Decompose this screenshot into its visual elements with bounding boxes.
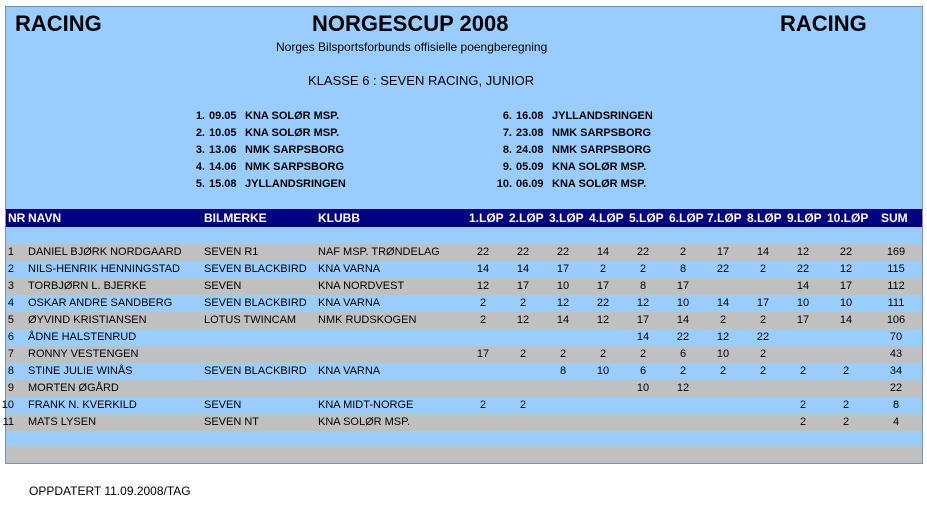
calendar-entry-number: 1. [195, 110, 205, 122]
cell-race-7: 14 [716, 297, 730, 309]
calendar-entry-place: JYLLANDSRINGEN [552, 110, 653, 122]
cell-bilmerke: SEVEN [204, 280, 242, 292]
calendar-entry-place: KNA SOLØR MSP. [245, 110, 340, 122]
cell-race-1: 22 [476, 246, 490, 258]
cell-sum: 115 [887, 263, 905, 275]
cell-race-5: 17 [636, 314, 650, 326]
calendar-entry-place: KNA SOLØR MSP. [552, 161, 647, 173]
racing-label-right: RACING [780, 11, 867, 36]
cell-sum: 106 [886, 314, 906, 326]
cell-navn: RONNY VESTENGEN [28, 348, 139, 360]
cell-race-3: 12 [556, 297, 570, 309]
cell-navn: ÅDNE HALSTENRUD [28, 331, 137, 343]
cell-race-4: 14 [596, 246, 610, 258]
calendar-entry-number: 4. [195, 161, 205, 173]
cell-race-3: 17 [556, 263, 570, 275]
cell-race-9: 2 [799, 399, 807, 411]
cell-navn: TORBJØRN L. BJERKE [28, 280, 147, 292]
standings-sheet [1, 6, 923, 464]
calendar-entry-number: 8. [502, 144, 512, 156]
cell-navn: NILS-HENRIK HENNINGSTAD [28, 263, 180, 275]
calendar-entry-place: NMK SARPSBORG [552, 144, 652, 156]
calendar-entry [496, 108, 653, 125]
cell-sum: 70 [889, 331, 903, 343]
cell-race-9: 2 [799, 365, 807, 377]
calendar-entry-number: 9. [502, 161, 512, 173]
calendar-entry-number: 3. [195, 144, 205, 156]
cell-race-4: 22 [596, 297, 610, 309]
cell-nr: 2 [7, 263, 14, 275]
cell-bilmerke: SEVEN [204, 399, 242, 411]
calendar-entry [496, 159, 653, 176]
cell-race-7: 22 [716, 263, 730, 275]
cell-nr: 6 [7, 331, 14, 343]
cell-race-5: 10 [636, 382, 650, 394]
cell-nr: 10 [1, 399, 14, 411]
cell-race-2: 12 [516, 314, 530, 326]
race-calendar-left [189, 108, 346, 193]
cell-race-7: 10 [716, 348, 730, 360]
cell-race-2: 22 [516, 246, 530, 258]
cell-race-5: 12 [636, 297, 650, 309]
table-bottom-bar [6, 446, 922, 463]
calendar-entry-date: 16.08 [516, 110, 544, 122]
cell-race-4: 17 [596, 280, 610, 292]
col-sum: SUM [881, 211, 908, 225]
calendar-entry [189, 108, 346, 125]
calendar-entry-number: 10. [496, 178, 512, 190]
cell-race-8: 2 [759, 314, 767, 326]
cell-race-8: 17 [756, 297, 770, 309]
calendar-entry [496, 176, 653, 193]
cell-race-5: 2 [639, 263, 647, 275]
cell-race-6: 2 [679, 365, 687, 377]
cell-klubb: NAF MSP. TRØNDELAG [318, 246, 440, 258]
calendar-entry-number: 2. [195, 127, 205, 139]
cell-race-1: 14 [476, 263, 490, 275]
col-race-10: 10.LØP [827, 211, 869, 225]
table-row [6, 346, 922, 363]
cell-bilmerke: SEVEN R1 [204, 246, 259, 258]
page-subtitle: Norges Bilsportsforbunds offisielle poengberegning [276, 40, 548, 54]
col-klubb: KLUBB [318, 211, 360, 225]
cell-race-2: 2 [519, 348, 527, 360]
cell-klubb: KNA NORDVEST [318, 280, 405, 292]
cell-bilmerke: LOTUS TWINCAM [204, 314, 297, 326]
col-race-9: 9.LØP [787, 211, 822, 225]
cell-race-4: 10 [596, 365, 610, 377]
calendar-entry-place: JYLLANDSRINGEN [245, 178, 346, 190]
cell-nr: 5 [7, 314, 14, 326]
cell-race-8: 2 [759, 348, 767, 360]
racing-label-left: RACING [15, 11, 102, 36]
cell-sum: 34 [889, 365, 903, 377]
standings-table [1, 244, 922, 431]
calendar-entry-date: 06.09 [516, 178, 544, 190]
cell-race-3: 22 [556, 246, 570, 258]
col-race-1: 1.LØP [469, 211, 504, 225]
calendar-entry-place: NMK SARPSBORG [245, 144, 345, 156]
calendar-entry-date: 05.09 [516, 161, 544, 173]
col-race-8: 8.LØP [747, 211, 782, 225]
cell-race-9: 14 [796, 280, 810, 292]
cell-race-6: 8 [679, 263, 687, 275]
col-race-7: 7.LØP [707, 211, 742, 225]
table-row [6, 363, 922, 380]
cell-race-8: 22 [756, 331, 770, 343]
cell-race-9: 2 [799, 416, 807, 428]
cell-race-7: 2 [719, 365, 727, 377]
calendar-entry-date: 24.08 [516, 144, 544, 156]
cell-race-7: 2 [719, 314, 727, 326]
calendar-entry-date: 10.05 [209, 127, 237, 139]
cell-bilmerke: SEVEN BLACKBIRD [204, 263, 307, 275]
calendar-entry-date: 15.08 [209, 178, 237, 190]
cell-sum: 22 [889, 382, 903, 394]
column-header-row [6, 209, 922, 227]
cell-bilmerke: SEVEN BLACKBIRD [204, 365, 307, 377]
table-row [6, 278, 922, 295]
table-row [6, 312, 922, 329]
cell-race-4: 2 [599, 263, 607, 275]
cell-race-2: 17 [516, 280, 530, 292]
cell-navn: DANIEL BJØRK NORDGAARD [28, 246, 182, 258]
cell-race-10: 2 [842, 365, 850, 377]
cell-sum: 112 [887, 280, 905, 292]
calendar-entry [496, 142, 653, 159]
updated-note: OPPDATERT 11.09.2008/TAG [29, 484, 191, 498]
cell-race-4: 12 [596, 314, 610, 326]
cell-race-10: 10 [839, 297, 853, 309]
cell-race-1: 12 [476, 280, 490, 292]
cell-sum: 8 [892, 399, 900, 411]
cell-race-5: 8 [639, 280, 647, 292]
cell-nr: 8 [7, 365, 14, 377]
calendar-entry-date: 09.05 [209, 110, 237, 122]
cell-klubb: KNA MIDT-NORGE [318, 399, 414, 411]
cell-race-6: 12 [676, 382, 690, 394]
cell-klubb: NMK RUDSKOGEN [318, 314, 417, 326]
calendar-entry-date: 23.08 [516, 127, 544, 139]
cell-navn: FRANK N. KVERKILD [28, 399, 137, 411]
cell-sum: 111 [887, 297, 905, 309]
calendar-entry [189, 159, 346, 176]
cell-race-5: 14 [636, 331, 650, 343]
cell-race-8: 14 [756, 246, 770, 258]
cell-nr: 1 [7, 246, 14, 258]
col-race-4: 4.LØP [589, 211, 624, 225]
cell-race-6: 2 [679, 246, 687, 258]
cell-race-3: 2 [559, 348, 567, 360]
cell-race-10: 2 [842, 399, 850, 411]
calendar-entry-place: KNA SOLØR MSP. [552, 178, 647, 190]
col-bilmerke: BILMERKE [204, 211, 267, 225]
cell-race-7: 12 [716, 331, 730, 343]
calendar-entry-date: 14.06 [209, 161, 237, 173]
cell-nr: 11 [2, 416, 14, 428]
cell-nr: 3 [7, 280, 14, 292]
cell-race-9: 12 [796, 246, 810, 258]
calendar-entry [189, 125, 346, 142]
cell-klubb: KNA VARNA [318, 297, 381, 309]
table-row [6, 261, 922, 278]
calendar-entry [189, 176, 346, 193]
cell-race-2: 2 [519, 297, 527, 309]
cell-bilmerke: SEVEN BLACKBIRD [204, 297, 307, 309]
cell-race-8: 2 [759, 365, 767, 377]
cell-bilmerke: SEVEN NT [204, 416, 260, 428]
cell-race-10: 14 [839, 314, 853, 326]
cell-race-6: 14 [676, 314, 690, 326]
cell-race-6: 6 [679, 348, 687, 360]
col-race-2: 2.LØP [509, 211, 544, 225]
cell-nr: 4 [7, 297, 14, 309]
cell-race-6: 10 [676, 297, 690, 309]
cell-race-4: 2 [599, 348, 607, 360]
cell-race-2: 2 [519, 399, 527, 411]
table-row [1, 397, 922, 414]
calendar-entry [496, 125, 653, 142]
cell-race-2: 14 [516, 263, 530, 275]
cell-sum: 43 [889, 348, 903, 360]
calendar-entry-number: 5. [195, 178, 205, 190]
cell-race-3: 10 [556, 280, 570, 292]
table-row [6, 244, 922, 261]
calendar-entry-place: NMK SARPSBORG [552, 127, 652, 139]
cell-navn: MORTEN ØGÅRD [28, 382, 119, 394]
cell-sum: 169 [886, 246, 906, 258]
cell-race-5: 6 [639, 365, 647, 377]
cell-race-10: 12 [839, 263, 853, 275]
table-row [2, 414, 922, 431]
cell-navn: STINE JULIE WINÅS [28, 365, 133, 377]
calendar-entry-number: 6. [502, 110, 512, 122]
cell-nr: 7 [7, 348, 14, 360]
cell-navn: OSKAR ANDRE SANDBERG [28, 297, 173, 309]
cell-klubb: KNA SOLØR MSP. [318, 416, 411, 428]
cell-race-9: 10 [796, 297, 810, 309]
cell-race-9: 17 [796, 314, 810, 326]
cell-race-1: 2 [479, 314, 487, 326]
cell-race-6: 17 [676, 280, 690, 292]
cell-race-3: 14 [556, 314, 570, 326]
cell-race-1: 2 [479, 297, 487, 309]
page-title: NORGESCUP 2008 [312, 11, 509, 36]
calendar-entry-date: 13.06 [209, 144, 237, 156]
table-row [6, 329, 922, 346]
cell-race-1: 2 [479, 399, 487, 411]
cell-race-5: 22 [636, 246, 650, 258]
cell-klubb: KNA VARNA [318, 263, 381, 275]
table-row [6, 295, 922, 312]
calendar-entry [189, 142, 346, 159]
cell-sum: 4 [892, 416, 900, 428]
cell-race-10: 2 [842, 416, 850, 428]
cell-race-3: 8 [559, 365, 567, 377]
col-race-6: 6.LØP [669, 211, 704, 225]
col-navn: NAVN [28, 211, 62, 225]
table-row [6, 380, 922, 397]
cell-race-8: 2 [759, 263, 767, 275]
cell-navn: MATS LYSEN [28, 416, 97, 428]
cell-race-10: 17 [839, 280, 853, 292]
col-nr: NR [8, 211, 26, 225]
col-race-3: 3.LØP [549, 211, 584, 225]
calendar-entry-place: KNA SOLØR MSP. [245, 127, 340, 139]
calendar-entry-place: NMK SARPSBORG [245, 161, 345, 173]
cell-navn: ØYVIND KRISTIANSEN [28, 314, 147, 326]
cell-race-7: 17 [716, 246, 730, 258]
cell-race-10: 22 [839, 246, 853, 258]
cell-klubb: KNA VARNA [318, 365, 381, 377]
cell-race-9: 22 [796, 263, 810, 275]
calendar-entry-number: 7. [502, 127, 512, 139]
cell-race-6: 22 [676, 331, 690, 343]
race-calendar-right [496, 108, 653, 193]
cell-race-1: 17 [476, 348, 490, 360]
col-race-5: 5.LØP [629, 211, 664, 225]
class-title: KLASSE 6 : SEVEN RACING, JUNIOR [308, 73, 535, 88]
cell-nr: 9 [7, 382, 14, 394]
cell-race-5: 2 [639, 348, 647, 360]
